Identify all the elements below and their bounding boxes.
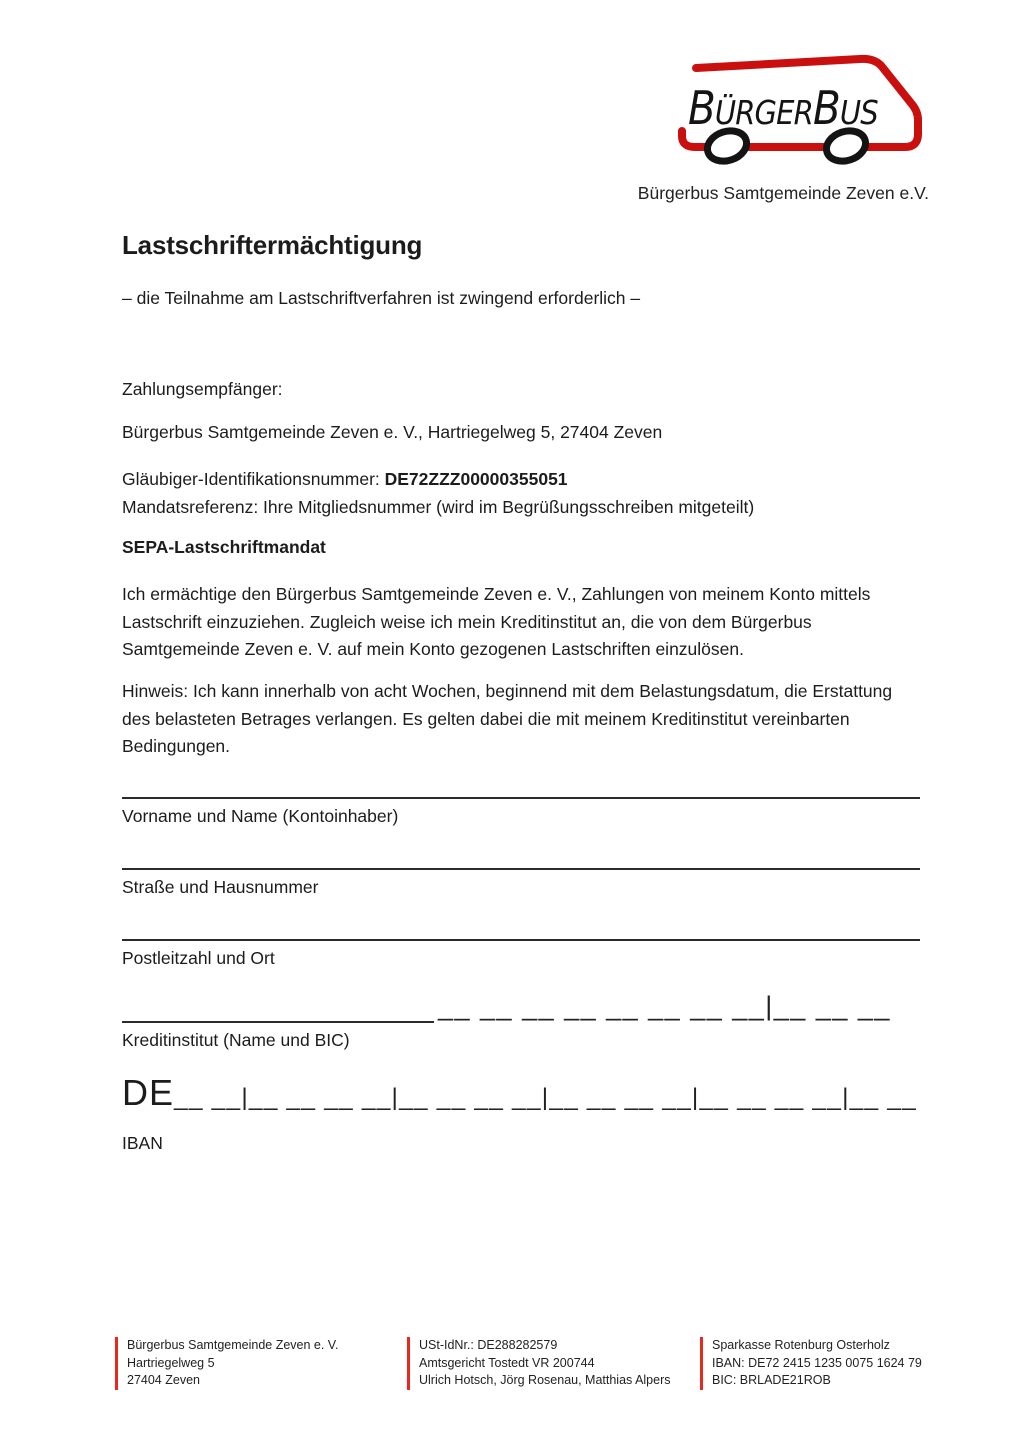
footer-address-column <box>115 1337 338 1390</box>
sepa-mandate-heading: SEPA-Lastschriftmandat <box>122 537 326 557</box>
footer-line: Hartriegelweg 5 <box>127 1355 215 1370</box>
footer-line: Bürgerbus Samtgemeinde Zeven e. V. <box>127 1338 339 1352</box>
payee-label: Zahlungsempfänger: <box>122 379 283 399</box>
footer-bank-column <box>700 1337 922 1390</box>
footer-line: IBAN: DE72 2415 1235 0075 1624 79 <box>712 1355 922 1370</box>
footer-line: BIC: BRLADE21ROB <box>712 1373 831 1387</box>
footer-legal-column <box>407 1337 671 1390</box>
footer-line: Amtsgericht Tostedt VR 200744 <box>419 1355 595 1370</box>
iban-input-boxes[interactable]: __ __|__ __ __ __|__ __ __ __|__ __ __ __|__ __ __ __|__ __ <box>174 1084 917 1111</box>
city-field-label: Postleitzahl und Ort <box>122 948 275 968</box>
name-field-label: Vorname und Name (Kontoinhaber) <box>122 806 399 826</box>
street-field-label: Straße und Hausnummer <box>122 877 319 897</box>
footer-line: 27404 Zeven <box>127 1373 200 1387</box>
revocation-note-text: Hinweis: Ich kann innerhalb von acht Wochen, beginnend mit dem Belastungsdatum, die Erstattung des belasteten Betrages verlangen. Es gelten dabei die mit meinem Kreditinstitut vereinbarten Bedingungen. <box>122 681 893 756</box>
organization-name: Bürgerbus Samtgemeinde Zeven e.V. <box>637 183 929 203</box>
iban-input-line[interactable] <box>122 1072 917 1114</box>
bank-name-input-line[interactable] <box>122 1021 434 1023</box>
payee-address: Bürgerbus Samtgemeinde Zeven e. V., Hartriegelweg 5, 27404 Zeven <box>122 422 663 442</box>
bic-input-boxes[interactable]: __ __ __ __ __ __ __ __|__ __ __ <box>438 991 891 1021</box>
footer-line: Ulrich Hotsch, Jörg Rosenau, Matthias Alpers <box>419 1373 671 1387</box>
page-title: Lastschriftermächtigung <box>122 230 423 260</box>
city-input-line[interactable] <box>122 939 920 941</box>
page-subtitle: – die Teilnahme am Lastschriftverfahren ist zwingend erforderlich – <box>122 288 641 308</box>
iban-country-prefix: DE <box>122 1072 175 1113</box>
creditor-id-label: Gläubiger-Identifikationsnummer: <box>122 469 385 489</box>
bank-field-label: Kreditinstitut (Name und BIC) <box>122 1030 350 1050</box>
creditor-id-value: DE72ZZZ00000355051 <box>384 469 568 489</box>
footer-line: Sparkasse Rotenburg Osterholz <box>712 1338 890 1352</box>
buergerbus-logo <box>664 44 948 178</box>
footer-line: USt-IdNr.: DE288282579 <box>419 1338 558 1352</box>
name-input-line[interactable] <box>122 797 920 799</box>
sepa-mandate-text: Ich ermächtige den Bürgerbus Samtgemeinde Zeven e. V., Zahlungen von meinem Konto mittels Lastschrift einzuziehen. Zugleich weise ich mein Kreditinstitut an, die von dem Bürgerbus Samtgemeinde Zeven e. V. auf mein Konto gezogenen Lastschriften einzulösen. <box>122 584 871 659</box>
street-input-line[interactable] <box>122 868 920 870</box>
bus-logo-text: BÜRGERBUS <box>688 82 878 136</box>
mandate-reference-line: Mandatsreferenz: Ihre Mitgliedsnummer (wird im Begrüßungsschreiben mitgeteilt) <box>122 497 755 517</box>
creditor-id-line <box>122 466 568 493</box>
iban-field-label: IBAN <box>122 1133 163 1153</box>
